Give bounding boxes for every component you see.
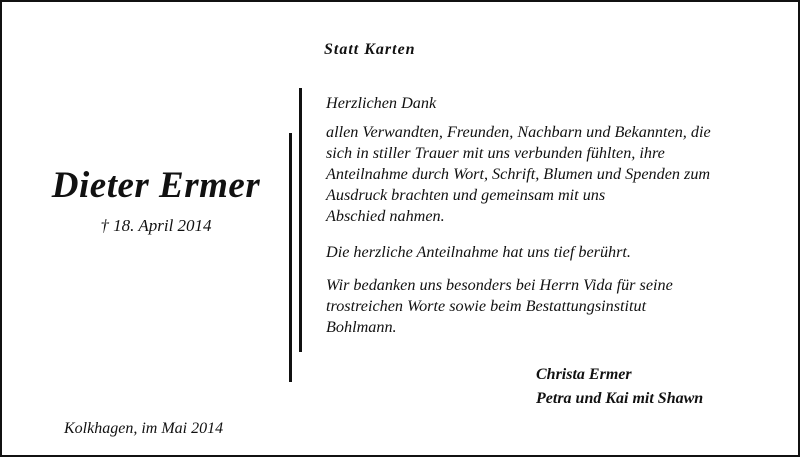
thanks-paragraph bbox=[326, 122, 711, 227]
text-line: Anteilnahme durch Wort, Schrift, Blumen und Spenden zum bbox=[326, 165, 711, 183]
text-line: Ausdruck brachten und gemeinsam mit uns bbox=[326, 186, 606, 204]
vertical-rule-tall bbox=[299, 88, 302, 352]
signer-name: Petra und Kai mit Shawn bbox=[536, 390, 704, 407]
text-line: Wir bedanken uns besonders bei Herrn Vida für seine bbox=[326, 276, 673, 294]
special-thanks-paragraph bbox=[326, 275, 673, 338]
sympathy-paragraph: Die herzliche Anteilnahme hat uns tief berührt. bbox=[326, 243, 631, 261]
signers-block bbox=[536, 363, 703, 411]
header-text: Statt Karten bbox=[324, 41, 416, 58]
death-date: † 18. April 2014 bbox=[100, 216, 212, 235]
place-date: Kolkhagen, im Mai 2014 bbox=[64, 420, 224, 437]
vertical-rule-short bbox=[289, 133, 292, 382]
text-line: Bohlmann. bbox=[326, 318, 397, 336]
text-line: sich in stiller Trauer mit uns verbunden fühlten, ihre bbox=[326, 144, 665, 162]
deceased-name: Dieter Ermer bbox=[51, 165, 261, 206]
signer-name: Christa Ermer bbox=[536, 366, 632, 383]
text-line: allen Verwandten, Freunden, Nachbarn und Bekannten, die bbox=[326, 123, 711, 141]
text-line: Abschied nahmen. bbox=[326, 207, 445, 225]
greeting-text: Herzlichen Dank bbox=[326, 94, 437, 112]
text-line: trostreichen Worte sowie beim Bestattungsinstitut bbox=[326, 297, 647, 315]
